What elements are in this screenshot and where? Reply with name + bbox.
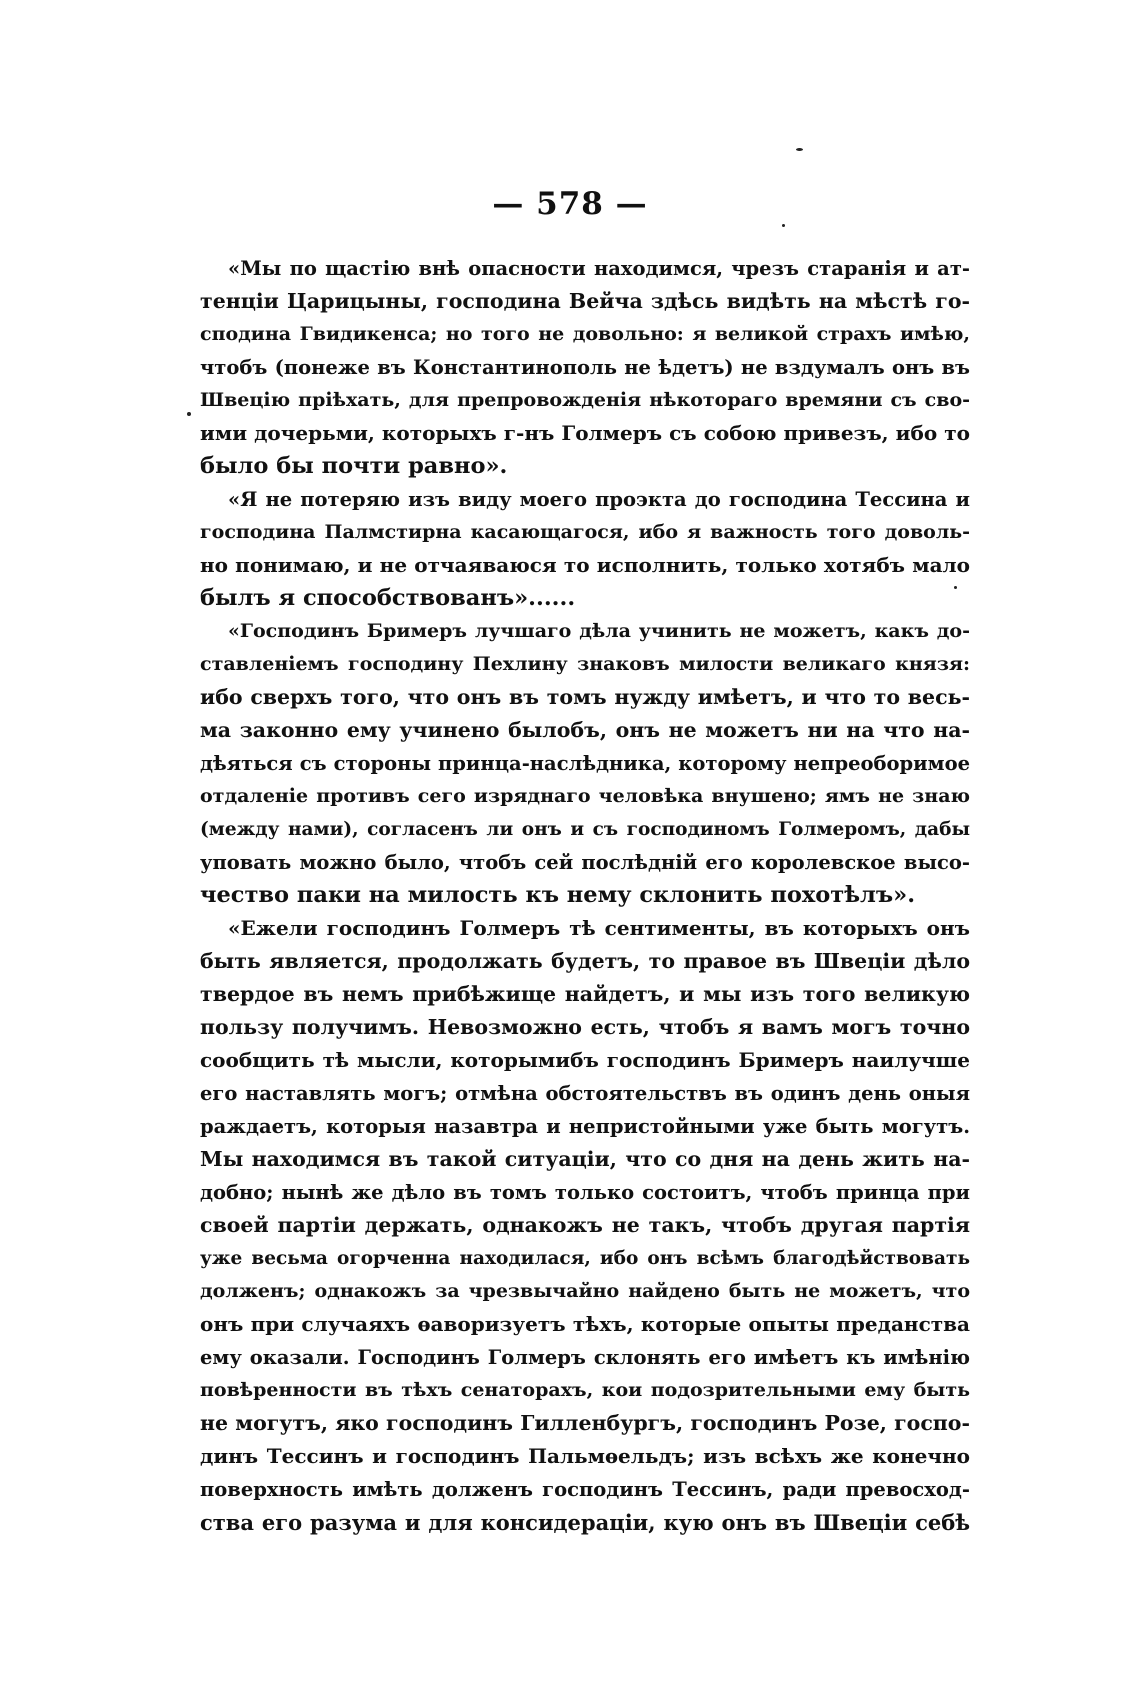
text-line: отдаленіе противъ сего изряднаго человѣка внушено; ямъ не знаю bbox=[200, 785, 970, 807]
text-line: чество паки на милость къ нему склонить похотѣлъ». bbox=[200, 882, 916, 908]
text-line: Швецію пріѣхать, для препровожденія нѣкотораго времяни съ сво- bbox=[200, 389, 970, 411]
text-line: уже весьма огорченна находилася, ибо онъ всѣмъ благодѣйствовать bbox=[200, 1248, 970, 1269]
body-text bbox=[200, 252, 970, 1539]
text-line: было бы почти равно». bbox=[200, 453, 508, 479]
paragraph bbox=[200, 912, 970, 1539]
print-speck bbox=[782, 224, 785, 227]
text-line: его наставлять могъ; отмѣна обстоятельствъ въ одинъ день оныя bbox=[200, 1082, 970, 1105]
print-speck bbox=[187, 412, 191, 416]
text-line: быть является, продолжать будетъ, то правое въ Швеціи дѣло bbox=[200, 949, 970, 973]
paragraph bbox=[200, 252, 970, 483]
print-speck bbox=[796, 148, 803, 151]
text-line: раждаетъ, которыя назавтра и непристойными уже быть могутъ. bbox=[200, 1115, 970, 1138]
text-line: ибо сверхъ того, что онъ въ томъ нужду имѣетъ, и что то весь- bbox=[200, 685, 970, 709]
text-line: не могутъ, яко господинъ Гилленбургъ, господинъ Розе, госпо- bbox=[200, 1411, 970, 1435]
text-line: добно; нынѣ же дѣло въ томъ только состоитъ, чтобъ принца при bbox=[200, 1181, 970, 1204]
paragraph bbox=[200, 483, 970, 615]
text-line: своей партіи держать, однакожъ не такъ, чтобъ другая партія bbox=[200, 1213, 970, 1237]
text-line: ма законно ему учинено былобъ, онъ не можетъ ни на что на- bbox=[200, 718, 970, 742]
text-line: онъ при случаяхъ ѳаворизуетъ тѣхъ, которые опыты преданства bbox=[200, 1312, 970, 1336]
text-line: Мы находимся въ такой ситуаціи, что со дня на день жить на- bbox=[200, 1147, 970, 1171]
text-line: «Мы по щастію внѣ опасности находимся, чрезъ старанія и ат- bbox=[228, 257, 970, 280]
text-line: (между нами), согласенъ ли онъ и съ господиномъ Голмеромъ, дабы bbox=[200, 819, 970, 840]
text-line: повѣренности въ тѣхъ сенаторахъ, кои подозрительными ему быть bbox=[200, 1379, 970, 1401]
text-line: сподина Гвидикенса; но того не довольно: я великой страхъ имѣю, bbox=[200, 323, 970, 345]
text-line: чтобъ (понеже въ Константинополь не ѣдетъ) не вздумалъ онъ въ bbox=[200, 356, 970, 379]
text-line: тенціи Царицыны, господина Вейча здѣсь видѣть на мѣстѣ го- bbox=[200, 289, 970, 313]
paragraph bbox=[200, 615, 970, 912]
text-line: динъ Тессинъ и господинъ Пальмѳельдъ; изъ всѣхъ же конечно bbox=[200, 1444, 970, 1468]
text-line: ими дочерьми, которыхъ г-нъ Голмеръ съ собою привезъ, ибо то bbox=[200, 421, 970, 445]
text-line: дѣяться съ стороны принца-наслѣдника, которому непреоборимое bbox=[200, 752, 970, 775]
text-line: ему оказали. Господинъ Голмеръ склонять его имѣетъ къ имѣнію bbox=[200, 1346, 970, 1369]
text-line: пользу получимъ. Невозможно есть, чтобъ я вамъ могъ точно bbox=[200, 1015, 970, 1039]
text-line: долженъ; однакожъ за чрезвычайно найдено быть не можетъ, что bbox=[200, 1280, 970, 1302]
text-line: ства его разума и для консидераціи, кую онъ въ Швеціи себѣ bbox=[200, 1510, 970, 1535]
text-line: господина Палмстирна касающагося, ибо я важность того доволь- bbox=[200, 521, 970, 543]
text-line: ставленіемъ господину Пехлину знаковъ милости великаго князя: bbox=[200, 653, 970, 675]
page-number: — 578 — bbox=[492, 186, 648, 222]
text-line: поверхность имѣть долженъ господинъ Тессинъ, ради превосход- bbox=[200, 1478, 970, 1501]
text-line: уповать можно было, чтобъ сей послѣдній его королевское высо- bbox=[200, 851, 970, 874]
text-line: «Господинъ Бримеръ лучшаго дѣла учинить не можетъ, какъ до- bbox=[228, 620, 970, 642]
text-line: сообщить тѣ мысли, которымибъ господинъ Бримеръ наилучше bbox=[200, 1048, 970, 1072]
text-line: но понимаю, и не отчаяваюся то исполнить, только хотябъ мало bbox=[200, 553, 970, 577]
text-line: былъ я способствованъ»...... bbox=[200, 585, 576, 611]
text-line: твердое въ немъ прибѣжище найдетъ, и мы изъ того великую bbox=[200, 982, 970, 1006]
text-line: «Я не потеряю изъ виду моего проэкта до господина Тессина и bbox=[228, 488, 970, 511]
text-line: «Ежели господинъ Голмеръ тѣ сентименты, въ которыхъ онъ bbox=[228, 916, 970, 940]
